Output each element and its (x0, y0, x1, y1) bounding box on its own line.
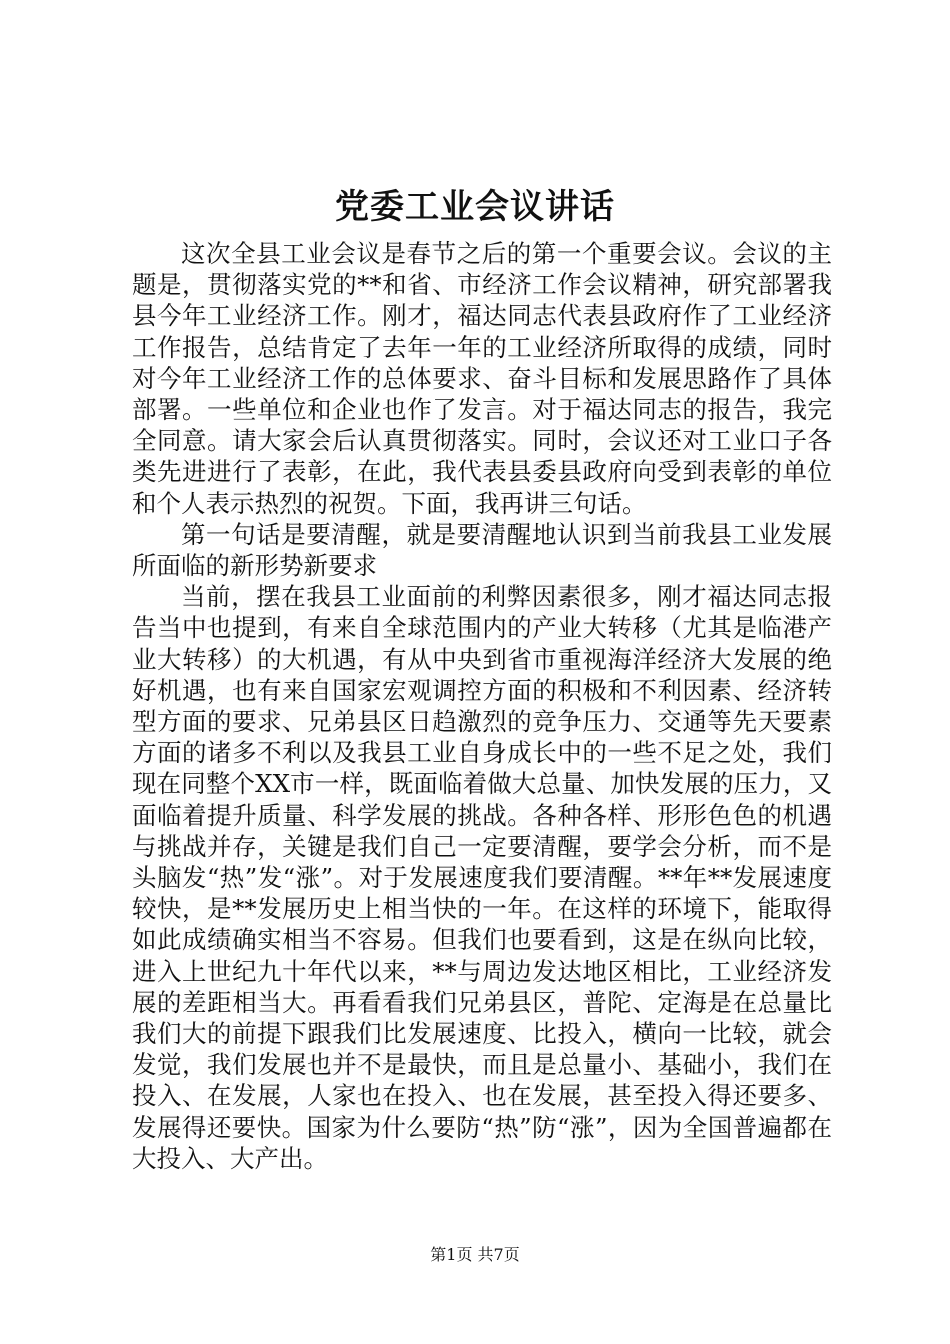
document-title: 党委工业会议讲话 (335, 187, 615, 227)
paragraph-current-situation: 当前，摆在我县工业面前的利弊因素很多，刚才福达同志报告当中也提到，有来自全球范围内的产业大转移（尤其是临港产业大转移）的大机遇，有从中央到省市重视海洋经济大发展的绝好机遇，也有来自国家宏观调控方面的积极和不利因素、经济转型方面的要求、兄弟县区日趋激烈的竞争压力、交通等先天要素方面的诸多不利以及我县工业自身成长中的一些不足之处，我们现在同整个XX市一样，既面临着做大总量、加快发展的压力，又面临着提升质量、科学发展的挑战。各种各样、形形色色的机遇与挑战并存，关键是我们自己一定要清醒，要学会分析，而不是头脑发“热”发“涨”。对于发展速度我们要清醒。**年**发展速度较快，是**发展历史上相当快的一年。在这样的环境下，能取得如此成绩确实相当不容易。但我们也要看到，这是在纵向比较，进入上世纪九十年代以来，**与周边发达地区相比，工业经济发展的差距相当大。再看看我们兄弟县区，普陀、定海是在总量比我们大的前提下跟我们比发展速度、比投入，横向一比较，就会发觉，我们发展也并不是最快，而且是总量小、基础小，我们在投入、在发展，人家也在投入、也在发展，甚至投入得还要多、发展得还要快。国家为什么要防“热”防“涨”，因为全国普遍都在大投入、大产出。 (132, 582, 832, 1173)
paragraph-first-point-heading: 第一句话是要清醒，就是要清醒地认识到当前我县工业发展所面临的新形势新要求 (132, 519, 832, 581)
page-number-footer: 第1页 共7页 (430, 1245, 520, 1264)
paragraph-opening: 这次全县工业会议是春节之后的第一个重要会议。会议的主题是，贯彻落实党的**和省、市经济工作会议精神，研究部署我县今年工业经济工作。刚才，福达同志代表县政府作了工业经济工作报告，总结肯定了去年一年的工业经济所取得的成绩，同时对今年工业经济工作的总体要求、奋斗目标和发展思路作了具体部署。一些单位和企业也作了发言。对于福达同志的报告，我完全同意。请大家会后认真贯彻落实。同时，会议还对工业口子各类先进进行了表彰，在此，我代表县委县政府向受到表彰的单位和个人表示热烈的祝贺。下面，我再讲三句话。 (132, 239, 832, 518)
document-body (132, 238, 832, 1174)
